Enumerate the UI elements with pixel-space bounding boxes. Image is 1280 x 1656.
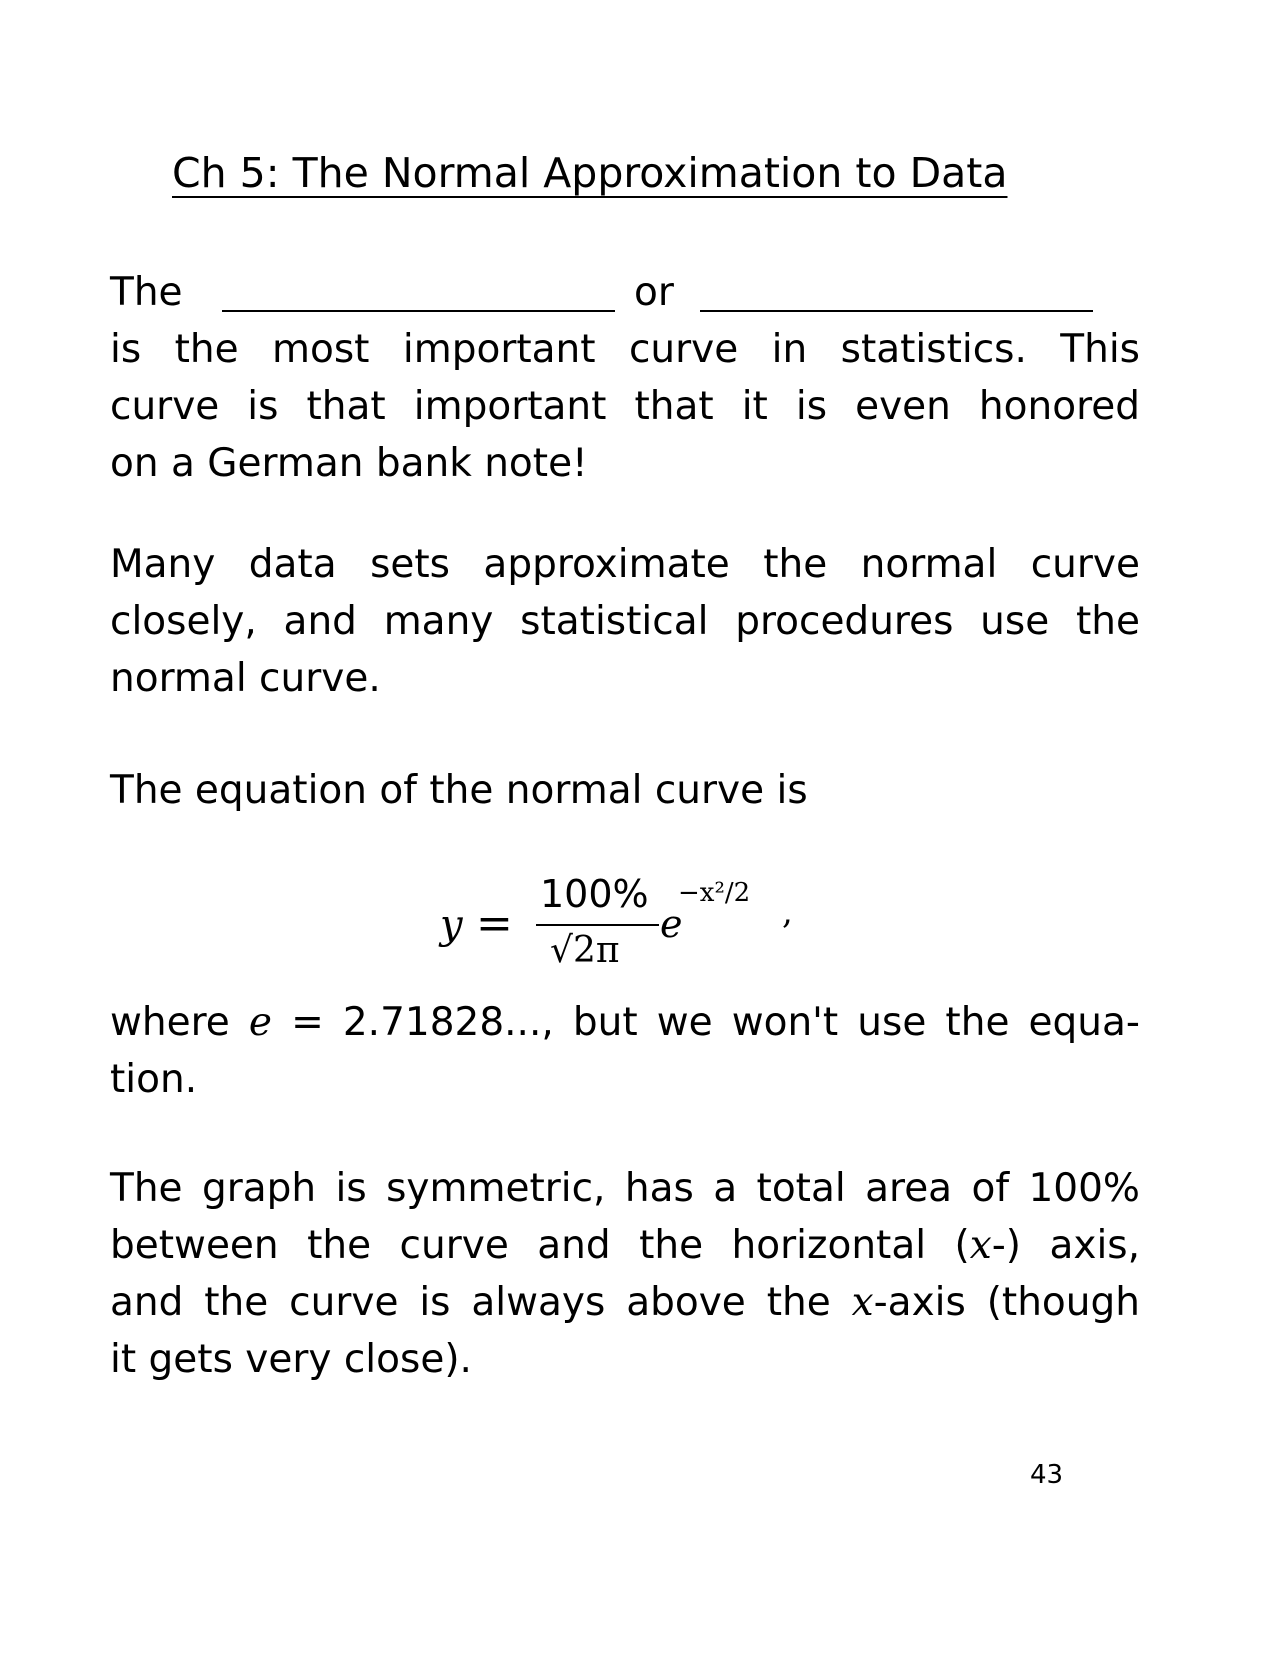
equation-equals: = [476, 898, 513, 949]
blank-field-2 [700, 310, 1093, 312]
fraction-bar [536, 924, 659, 926]
text-segment: between the curve and the horizontal ( [110, 1223, 970, 1268]
math-var-x: x [969, 1223, 992, 1268]
text-line: The equation of the normal curve is [110, 768, 808, 813]
text-line: tion. [110, 1057, 198, 1102]
text-line: The graph is symmetric, has a total area of 100% [110, 1166, 1140, 1211]
text-line [110, 1217, 1140, 1274]
text-line: normal curve. [110, 656, 381, 701]
blank-field-1 [222, 310, 615, 312]
equation-numerator: 100% [540, 872, 649, 916]
equation-base: e [660, 902, 683, 946]
equation-comma: , [782, 892, 793, 932]
text-line: it gets very close). [110, 1337, 472, 1382]
text-line: curve is that important that it is even honored [110, 384, 1140, 429]
where-prefix: where [110, 1000, 249, 1045]
text-segment: -axis (though [873, 1280, 1140, 1325]
text-line [110, 994, 1140, 1051]
paragraph-data-sets [110, 536, 1140, 707]
text-segment: and the curve is always above the [110, 1280, 852, 1325]
math-var-x: x [851, 1280, 874, 1325]
text-line: closely, and many statistical procedures use the [110, 599, 1140, 644]
equation-denominator: √2π [550, 930, 620, 971]
word-or: or [634, 270, 674, 315]
text-line: Many data sets approximate the normal curve [110, 542, 1140, 587]
where-rest: = 2.71828..., but we won't use the equa- [271, 1000, 1140, 1045]
paragraph-intro [110, 264, 1140, 492]
paragraph-equation-intro [110, 762, 1140, 819]
fill-in-line [110, 264, 1140, 321]
page-title: Ch 5: The Normal Approximation to Data [172, 149, 1008, 197]
normal-curve-equation [440, 872, 840, 982]
text-line: on a German bank note! [110, 441, 588, 486]
paragraph-where [110, 994, 1140, 1108]
equation-lhs: y [440, 902, 463, 948]
text-line [110, 1274, 1140, 1331]
equation-exponent: −x²/2 [678, 878, 751, 908]
text-segment: -) axis, [991, 1223, 1141, 1268]
where-var: e [248, 1000, 272, 1045]
page-number: 43 [1030, 1460, 1064, 1490]
paragraph-graph-properties [110, 1160, 1140, 1388]
word-the: The [110, 270, 183, 315]
text-line: is the most important curve in statistics. This [110, 327, 1140, 372]
